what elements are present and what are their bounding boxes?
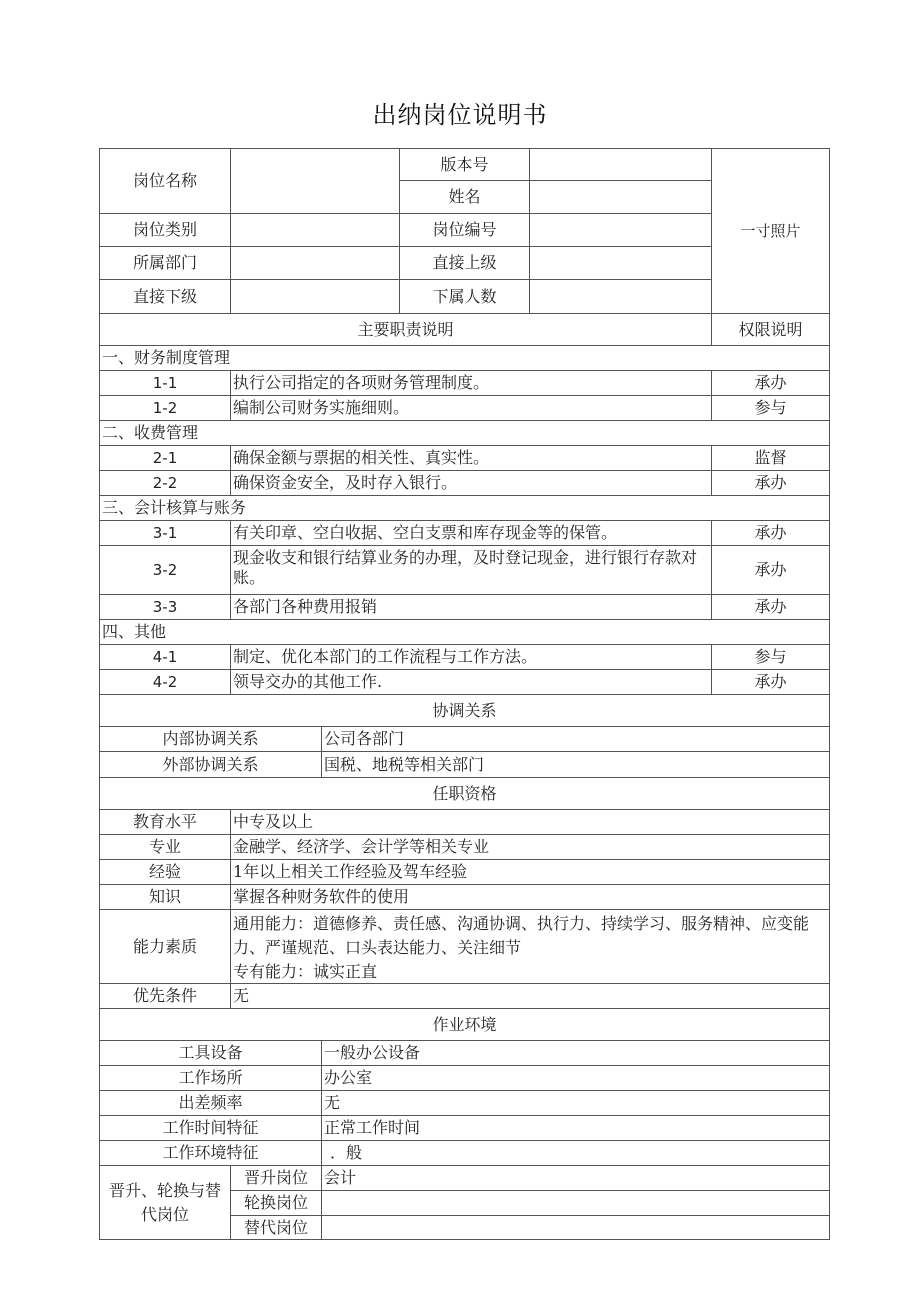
section-title: 一、财务制度管理 <box>99 345 830 371</box>
external-coordination-value: 国税、地税等相关部门 <box>321 751 830 778</box>
promotion-value: 会计 <box>321 1165 830 1191</box>
position-no-value <box>529 213 712 247</box>
rotation-value <box>321 1190 830 1216</box>
duty-no: 2-1 <box>99 445 231 471</box>
major-value: 金融学、经济学、会计学等相关专业 <box>230 834 830 860</box>
replacement-label: 替代岗位 <box>230 1215 322 1240</box>
position-name-label: 岗位名称 <box>99 148 231 214</box>
version-label: 版本号 <box>399 148 530 181</box>
duty-desc: 执行公司指定的各项财务管理制度。 <box>230 370 712 396</box>
knowledge-label: 知识 <box>99 884 231 910</box>
duty-no: 2-2 <box>99 470 231 496</box>
travel-value: 无 <box>321 1090 830 1116</box>
department-label: 所属部门 <box>99 246 231 280</box>
position-type-label: 岗位类别 <box>99 213 231 247</box>
position-no-label: 岗位编号 <box>399 213 530 247</box>
education-label: 教育水平 <box>99 809 231 835</box>
duty-auth: 承办 <box>711 370 830 396</box>
rotation-label: 轮换岗位 <box>230 1190 322 1216</box>
tools-label: 工具设备 <box>99 1040 322 1066</box>
tools-value: 一般办公设备 <box>321 1040 830 1066</box>
duty-no: 1-2 <box>99 395 231 421</box>
place-value: 办公室 <box>321 1065 830 1091</box>
external-coordination-label: 外部协调关系 <box>99 751 322 778</box>
subordinate-count-value <box>529 279 712 314</box>
version-value <box>529 148 712 181</box>
duty-no: 4-1 <box>99 644 231 670</box>
experience-label: 经验 <box>99 859 231 885</box>
ability-general: 通用能力：道德修养、责任感、沟通协调、执行力、持续学习、服务精神、应变能力、严谨规范、口头表达能力、关注细节 <box>233 914 810 957</box>
place-label: 工作场所 <box>99 1065 322 1091</box>
experience-value: 1年以上相关工作经验及驾车经验 <box>230 859 830 885</box>
coordination-header: 协调关系 <box>99 694 830 727</box>
photo-placeholder: 一寸照片 <box>711 148 830 314</box>
section-title: 三、会计核算与账务 <box>99 495 830 521</box>
page-title: 出纳岗位说明书 <box>372 101 548 129</box>
work-env-label: 工作环境特征 <box>99 1140 322 1166</box>
duty-auth: 参与 <box>711 644 830 670</box>
major-label: 专业 <box>99 834 231 860</box>
duties-header: 主要职责说明 <box>99 313 712 346</box>
name-value <box>529 180 712 214</box>
duty-auth: 监督 <box>711 445 830 471</box>
work-time-value: 正常工作时间 <box>321 1115 830 1141</box>
section-title: 四、其他 <box>99 619 830 645</box>
career-label: 晋升、轮换与替代岗位 <box>99 1165 231 1240</box>
subordinate-count-label: 下属人数 <box>399 279 530 314</box>
duty-no: 3-2 <box>99 545 231 595</box>
duty-desc: 确保资金安全，及时存入银行。 <box>230 470 712 496</box>
duty-auth: 承办 <box>711 669 830 695</box>
section-title: 二、收费管理 <box>99 420 830 446</box>
qualifications-header: 任职资格 <box>99 777 830 810</box>
duty-no: 4-2 <box>99 669 231 695</box>
ability-specific: 专有能力：诚实正直 <box>233 962 378 981</box>
duty-auth: 承办 <box>711 594 830 620</box>
position-type-value <box>230 213 400 247</box>
duty-desc: 有关印章、空白收据、空白支票和库存现金等的保管。 <box>230 520 712 546</box>
direct-subordinate-value <box>230 279 400 314</box>
direct-superior-value <box>529 246 712 280</box>
promotion-label: 晋升岗位 <box>230 1165 322 1191</box>
duty-no: 1-1 <box>99 370 231 396</box>
internal-coordination-label: 内部协调关系 <box>99 726 322 752</box>
ability-value <box>230 909 830 984</box>
knowledge-value: 掌握各种财务软件的使用 <box>230 884 830 910</box>
position-name-value <box>230 148 400 214</box>
duty-desc: 现金收支和银行结算业务的办理，及时登记现金，进行银行存款对账。 <box>230 545 712 595</box>
work-env-value: ．般 <box>321 1140 830 1166</box>
duty-auth: 参与 <box>711 395 830 421</box>
duty-auth: 承办 <box>711 545 830 595</box>
name-label: 姓名 <box>399 180 530 214</box>
authority-header: 权限说明 <box>711 313 830 346</box>
duty-desc: 编制公司财务实施细则。 <box>230 395 712 421</box>
duty-no: 3-3 <box>99 594 231 620</box>
priority-value: 无 <box>230 983 830 1009</box>
education-value: 中专及以上 <box>230 809 830 835</box>
direct-subordinate-label: 直接下级 <box>99 279 231 314</box>
ability-label: 能力素质 <box>99 909 231 984</box>
duty-auth: 承办 <box>711 520 830 546</box>
travel-label: 出差频率 <box>99 1090 322 1116</box>
department-value <box>230 246 400 280</box>
duty-desc: 确保金额与票据的相关性、真实性。 <box>230 445 712 471</box>
work-time-label: 工作时间特征 <box>99 1115 322 1141</box>
internal-coordination-value: 公司各部门 <box>321 726 830 752</box>
priority-label: 优先条件 <box>99 983 231 1009</box>
duty-desc: 领导交办的其他工作. <box>230 669 712 695</box>
duty-desc: 各部门各种费用报销 <box>230 594 712 620</box>
duty-desc: 制定、优化本部门的工作流程与工作方法。 <box>230 644 712 670</box>
direct-superior-label: 直接上级 <box>399 246 530 280</box>
environment-header: 作业环境 <box>99 1008 830 1041</box>
duty-auth: 承办 <box>711 470 830 496</box>
duty-no: 3-1 <box>99 520 231 546</box>
replacement-value <box>321 1215 830 1240</box>
